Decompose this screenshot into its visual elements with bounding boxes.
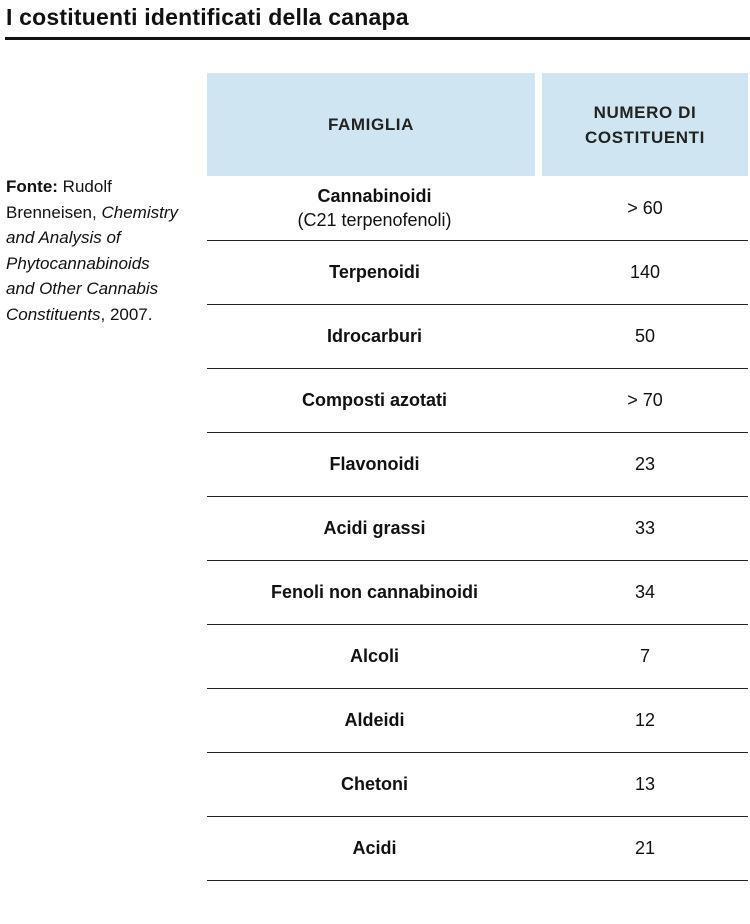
source-work: Chemistry and Analysis of Phytocannabinoids and Other Cannabis Constituents — [6, 202, 178, 324]
family-cell — [207, 497, 542, 560]
family-name: Aldeidi — [344, 710, 405, 730]
table-row — [207, 241, 748, 305]
header-famiglia: FAMIGLIA — [207, 73, 535, 176]
family-cell — [207, 689, 542, 752]
count-cell: 23 — [634, 454, 656, 474]
family-cell — [207, 817, 542, 880]
family-name: Idrocarburi — [326, 326, 423, 346]
count-cell: 21 — [634, 838, 656, 858]
family-note: (C21 terpenofenoli) — [297, 209, 452, 230]
family-name: Acidi grassi — [323, 518, 426, 538]
source-label: Fonte: — [6, 177, 58, 196]
family-name: Chetoni — [341, 774, 408, 794]
title-divider — [5, 37, 750, 40]
table-row — [207, 497, 748, 561]
count-cell: > 60 — [627, 197, 663, 218]
table-row — [207, 305, 748, 369]
family-cell — [207, 753, 542, 816]
count-cell: 33 — [634, 518, 656, 538]
table-row — [207, 369, 748, 433]
count-cell: > 70 — [627, 390, 663, 410]
constituents-table — [207, 73, 748, 881]
source-year: , 2007. — [100, 304, 153, 324]
source-author: Rudolf Brenneisen, — [6, 177, 112, 222]
family-name: Fenoli non cannabinoidi — [271, 582, 478, 602]
count-cell: 140 — [629, 262, 661, 282]
family-cell — [207, 369, 542, 432]
table-row — [207, 561, 748, 625]
family-name: Alcoli — [349, 646, 399, 666]
family-cell — [207, 176, 542, 240]
family-name: Terpenoidi — [329, 262, 420, 282]
family-name: Flavonoidi — [329, 454, 420, 474]
table-row — [207, 625, 748, 689]
family-cell — [207, 241, 542, 304]
table-body — [207, 176, 748, 881]
family-name: Cannabinoidi — [317, 185, 432, 206]
table-row — [207, 817, 748, 881]
table-row — [207, 689, 748, 753]
count-cell: 7 — [639, 646, 650, 666]
family-cell — [207, 305, 542, 368]
family-cell — [207, 433, 542, 496]
count-cell: 13 — [634, 774, 656, 794]
family-name: Composti azotati — [301, 390, 447, 410]
table-header — [207, 73, 748, 176]
family-cell — [207, 561, 542, 624]
table-row — [207, 753, 748, 817]
family-cell — [207, 625, 542, 688]
count-cell: 12 — [634, 710, 656, 730]
count-cell: 50 — [634, 326, 656, 346]
table-row — [207, 176, 748, 241]
header-gap — [535, 73, 542, 176]
source-note — [6, 174, 181, 327]
family-name: Acidi — [352, 838, 397, 858]
page-title: I costituenti identificati della canapa — [6, 4, 409, 30]
header-numero: NUMERO DI COSTITUENTI — [542, 73, 748, 176]
table-row — [207, 433, 748, 497]
count-cell: 34 — [634, 582, 656, 602]
